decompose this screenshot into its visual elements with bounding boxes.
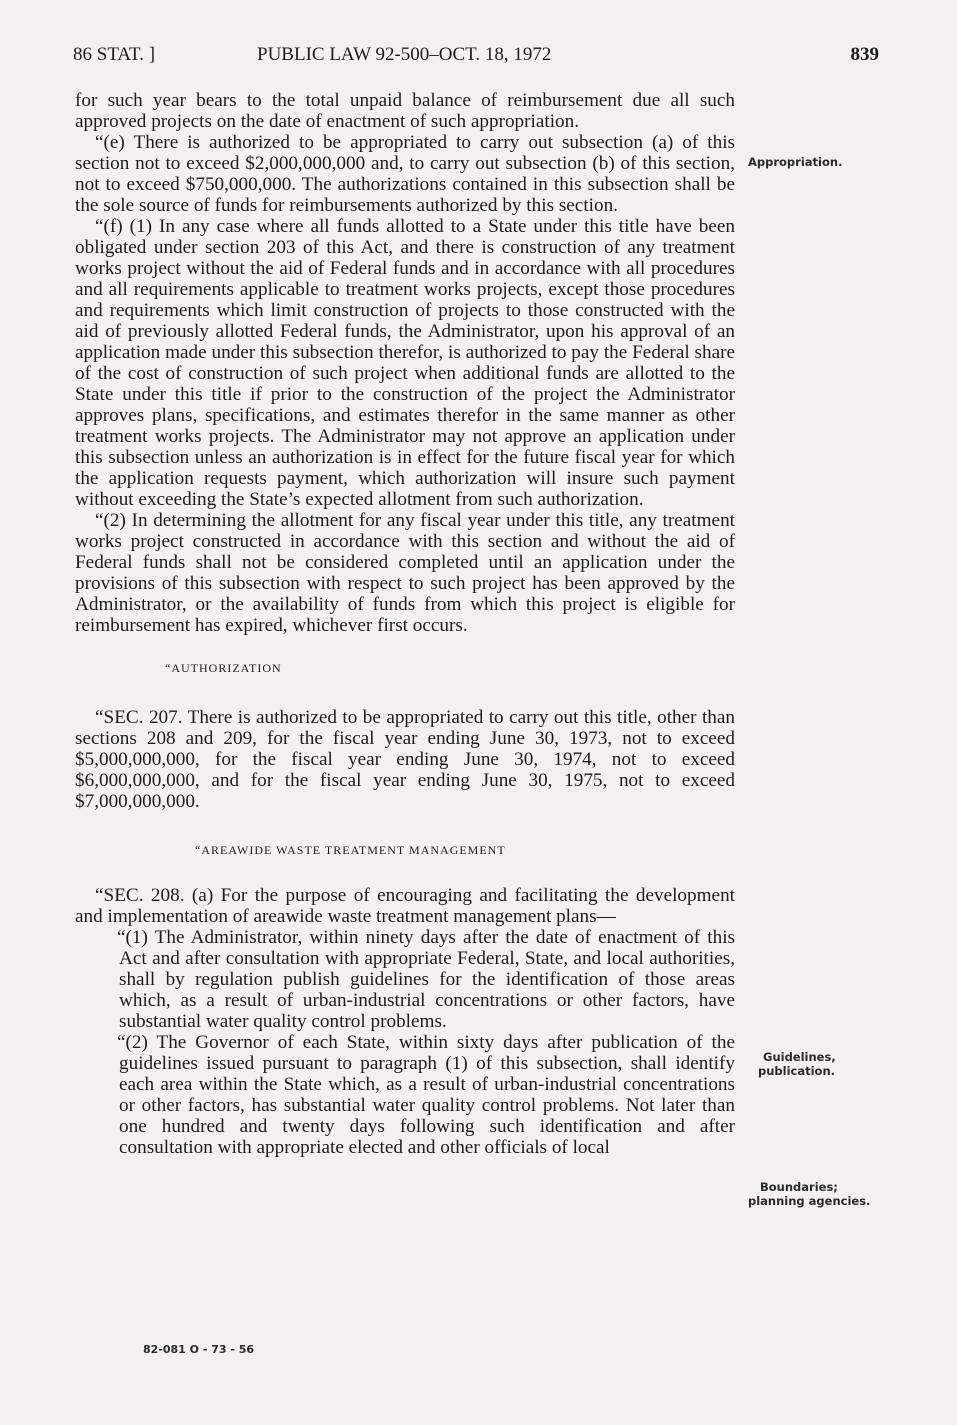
paragraph-sec-208a: “SEC. 208. (a) For the purpose of encouraging and facilitating the development and implementation of areawide waste treatment management plans— <box>75 885 735 927</box>
margin-note-guidelines <box>758 1050 938 1078</box>
public-law-title: PUBLIC LAW 92-500–OCT. 18, 1972 <box>257 44 552 65</box>
print-code: 82-081 O - 73 - 56 <box>143 1343 255 1356</box>
section-heading-areawide: “AREAWIDE WASTE TREATMENT MANAGEMENT <box>195 843 506 857</box>
paragraph-continuation: for such year bears to the total unpaid balance of reimbursement due all such approved projects on the date of enactment of such appropriation. <box>75 90 735 132</box>
margin-note-line: publication. <box>758 1064 836 1078</box>
paragraph-sec-208a1: “(1) The Administrator, within ninety days after the date of enactment of this Act and after consultation with appropriate Federal, State, and local authorities, shall by regulation publish guidelines for the identification of those areas which, as a result of urban-industrial concentrations or other factors, have substantial water quality control problems. <box>117 927 735 1032</box>
paragraph-subsection-f2: “(2) In determining the allotment for any fiscal year under this title, any treatment works project constructed in accordance with this section and without the aid of Federal funds shall not be considered completed until an application under the provisions of this subsection with respect to such project has been approved by the Administrator, or the availability of funds from which this project is eligible for reimbursement has expired, whichever first occurs. <box>75 510 735 636</box>
margin-note-line: Boundaries; <box>760 1180 838 1194</box>
paragraph-subsection-f1: “(f) (1) In any case where all funds allotted to a State under this title have been obligated under section 203 of this Act, and there is construction of any treatment works project without the aid of Federal funds and in accordance with all procedures and all requirements applicable to treatment works projects, except those procedures and requirements which limit construction of projects to those constructed with the aid of previously allotted Federal funds, the Administrator, upon his approval of an application made under this subsection therefor, is authorized to pay the Federal share of the cost of construction of such project when additional funds are allotted to the State under this title if prior to the construction of the project the Administrator approves plans, specifications, and estimates therefor in the same manner as other treatment works projects. The Administrator may not approve an application under this subsection unless an authorization is in effect for the future fiscal year for which the application requests payment, which authorization will insure such payment without exceeding the State’s expected allotment from such authorization. <box>75 216 735 510</box>
margin-note-text: Appropriation. <box>748 155 843 169</box>
margin-note-appropriation <box>748 155 928 169</box>
margin-note-line: Guidelines, <box>763 1050 836 1064</box>
paragraph-sec-207: “SEC. 207. There is authorized to be appropriated to carry out this title, other than sections 208 and 209, for the fiscal year ending June 30, 1973, not to exceed $5,000,000,000, for the fiscal year ending June 30, 1974, not to exceed $6,000,000,000, and for the fiscal year ending June 30, 1975, not to exceed $7,000,000,000. <box>75 707 735 812</box>
page-number: 839 <box>850 44 879 65</box>
page-header <box>73 40 879 70</box>
paragraph-sec-208a2: “(2) The Governor of each State, within sixty days after publication of the guidelines issued pursuant to paragraph (1) of this subsection, shall identify each area within the State which, as a result of urban-industrial concentrations or other factors, has substantial water quality control problems. Not later than one hundred and twenty days following such identification and after consultation with appropriate elected and other officials of local <box>117 1032 735 1158</box>
margin-note-line: planning agencies. <box>748 1194 871 1208</box>
margin-note-boundaries <box>748 1180 928 1208</box>
statute-volume: 86 STAT. ] <box>73 44 156 65</box>
paragraph-subsection-e: “(e) There is authorized to be appropriated to carry out subsection (a) of this section not to exceed $2,000,000,000 and, to carry out subsection (b) of this section, not to exceed $750,000,000. The authorizations contained in this subsection shall be the sole source of funds for reimbursements authorized by this section. <box>75 132 735 216</box>
section-heading-authorization: “AUTHORIZATION <box>165 661 282 675</box>
body-text <box>75 90 735 1158</box>
